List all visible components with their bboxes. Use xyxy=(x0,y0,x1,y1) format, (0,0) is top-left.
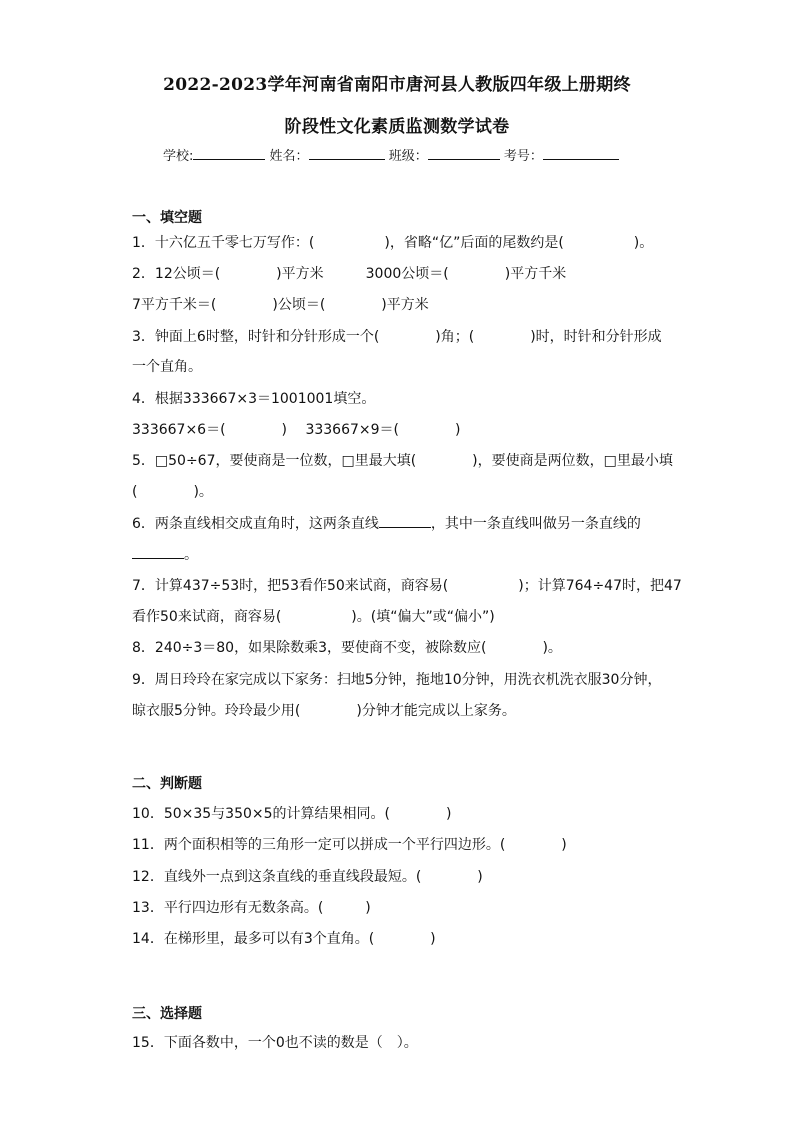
section-heading-multiple-choice: 三、选择题 xyxy=(132,1006,202,1022)
exam-title-line-2: 阶段性文化素质监测数学试卷 xyxy=(284,117,510,137)
question-11: 11．两个面积相等的三角形一定可以拼成一个平行四边形。( ) xyxy=(132,837,567,853)
question-9-line-2: 晾衣服5分钟。玲玲最少用( )分钟才能完成以上家务。 xyxy=(132,703,516,719)
question-6-text-a: 6．两条直线相交成直角时，这两条直线 xyxy=(132,516,379,532)
question-6-line-2 xyxy=(132,545,198,564)
question-10: 10．50×35与350×5的计算结果相同。( ) xyxy=(132,806,452,822)
question-2-line-1: 2．12公顷＝( )平方米 3000公顷＝( )平方千米 xyxy=(132,266,567,282)
question-5-line-1: 5．□50÷67，要使商是一位数，□里最大填( )，要使商是两位数，□里最小填 xyxy=(132,453,673,469)
question-7-line-2: 看作50来试商，商容易( )。(填“偏大”或“偏小”) xyxy=(132,609,495,625)
question-3-line-2: 一个直角。 xyxy=(132,359,202,375)
question-4-line-1: 4．根据333667×3＝1001001填空。 xyxy=(132,391,376,407)
name-label: 姓名： xyxy=(269,149,309,164)
question-13: 13．平行四边形有无数条高。( ) xyxy=(132,900,371,916)
question-6-text-b: ，其中一条直线叫做另一条直线的 xyxy=(430,516,641,532)
question-6-text-c: 。 xyxy=(184,547,198,563)
exam-no-blank[interactable] xyxy=(543,148,619,160)
question-7-line-1: 7．计算437÷53时，把53看作50来试商，商容易( )；计算764÷47时，把47 xyxy=(132,578,682,594)
section-heading-fill-in: 一、填空题 xyxy=(132,210,202,226)
question-8: 8．240÷3＝80，如果除数乘3，要使商不变，被除数应( )。 xyxy=(132,640,562,656)
question-6-line-1 xyxy=(132,514,641,533)
exam-title-line-1: 2022-2023学年河南省南阳市唐河县人教版四年级上册期终 xyxy=(163,75,631,95)
exam-no-label: 考号： xyxy=(503,149,543,164)
question-15: 15．下面各数中，一个0也不读的数是（ ）。 xyxy=(132,1035,418,1051)
question-14: 14．在梯形里，最多可以有3个直角。( ) xyxy=(132,931,436,947)
section-heading-true-false: 二、判断题 xyxy=(132,776,202,792)
name-blank[interactable] xyxy=(309,148,385,160)
question-5-line-2: ( )。 xyxy=(132,484,213,500)
question-9-line-1: 9．周日玲玲在家完成以下家务：扫地5分钟，拖地10分钟，用洗衣机洗衣服30分钟， xyxy=(132,672,662,688)
school-label: 学校: xyxy=(163,149,194,164)
student-info-row xyxy=(163,145,619,164)
question-2-line-2: 7平方千米＝( )公顷＝( )平方米 xyxy=(132,297,429,313)
question-12: 12．直线外一点到这条直线的垂直线段最短。( ) xyxy=(132,869,483,885)
school-blank[interactable] xyxy=(193,148,265,160)
answer-blank[interactable] xyxy=(132,545,184,559)
class-blank[interactable] xyxy=(428,148,500,160)
question-3-line-1: 3．钟面上6时整，时针和分针形成一个( )角；( )时，时针和分针形成 xyxy=(132,329,662,345)
question-1: 1．十六亿五千零七万写作：( )，省略“亿”后面的尾数约是( )。 xyxy=(132,235,654,251)
question-4-line-2: 333667×6＝( ) 333667×9＝( ) xyxy=(132,422,461,438)
answer-blank[interactable] xyxy=(379,514,431,528)
class-label: 班级： xyxy=(388,149,428,164)
